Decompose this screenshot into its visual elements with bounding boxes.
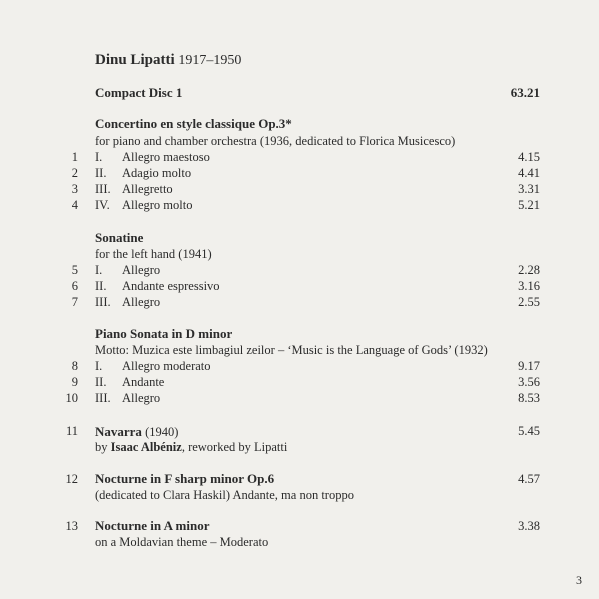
track-number: 13: [65, 519, 78, 533]
movement-name: Adagio molto: [122, 166, 192, 180]
credit-composer: Isaac Albéniz: [110, 440, 182, 454]
movement-name: Allegro moderato: [122, 359, 211, 373]
track-number: 4: [71, 198, 78, 212]
single-track-title-line: [95, 423, 178, 441]
credit-suffix: , reworked by Lipatti: [181, 440, 288, 454]
movement-name: Andante: [122, 375, 165, 389]
track-number: 1: [71, 150, 78, 164]
track-time: 5.45: [518, 424, 540, 438]
movement-name: Andante espressivo: [122, 279, 220, 293]
movement-numeral: III.: [95, 295, 111, 309]
disc-label: Compact Disc 1: [95, 85, 183, 100]
single-track-description: on a Moldavian theme – Moderato: [95, 535, 269, 549]
single-track-title: Nocturne in A minor: [95, 518, 210, 533]
work-title: Piano Sonata in D minor: [95, 326, 233, 341]
track-number: 10: [65, 391, 78, 405]
track-time: 3.56: [518, 375, 540, 389]
track-number: 7: [71, 295, 78, 309]
track-time: 2.55: [518, 295, 540, 309]
page-number: 3: [576, 573, 582, 587]
movement-name: Allegretto: [122, 182, 173, 196]
track-time: 3.16: [518, 279, 540, 293]
movement-numeral: I.: [95, 263, 103, 277]
track-number: 8: [71, 359, 78, 373]
movement-numeral: I.: [95, 150, 103, 164]
credit-prefix: by: [95, 440, 111, 454]
single-track-title: Navarra: [95, 424, 142, 439]
track-time: 2.28: [518, 263, 540, 277]
track-number: 9: [71, 375, 78, 389]
page-heading: [95, 52, 241, 69]
movement-numeral: II.: [95, 279, 107, 293]
track-number: 12: [65, 472, 78, 486]
composer-name: Dinu Lipatti: [95, 52, 175, 68]
single-track-description: (dedicated to Clara Haskil) Andante, ma non troppo: [95, 488, 354, 502]
movement-numeral: II.: [95, 166, 107, 180]
movement-numeral: II.: [95, 375, 107, 389]
single-track-title: Nocturne in F sharp minor Op.6: [95, 471, 275, 486]
single-track-year: (1940): [141, 425, 179, 439]
movement-name: Allegro: [122, 391, 161, 405]
movement-name: Allegro maestoso: [122, 150, 210, 164]
track-number: 3: [71, 182, 78, 196]
track-time: 3.31: [518, 182, 540, 196]
track-time: 4.41: [518, 166, 540, 180]
track-time: 4.57: [518, 472, 540, 486]
movement-name: Allegro: [122, 295, 161, 309]
movement-name: Allegro molto: [122, 198, 193, 212]
track-number: 5: [71, 263, 78, 277]
track-number: 6: [71, 279, 78, 293]
work-subtitle: for piano and chamber orchestra (1936, dedicated to Florica Musicesco): [95, 134, 456, 148]
track-time: 5.21: [518, 198, 540, 212]
movement-numeral: III.: [95, 391, 111, 405]
track-time: 9.17: [518, 359, 540, 373]
single-track-credit: [95, 440, 287, 455]
disc-total-time: 63.21: [510, 85, 540, 100]
work-subtitle: Motto: Muzica este limbagiul zeilor – ‘Music is the Language of Gods’ (1932): [95, 343, 488, 357]
track-time: 3.38: [518, 519, 540, 533]
movement-numeral: III.: [95, 182, 111, 196]
work-title: Concertino en style classique Op.3*: [95, 116, 292, 131]
track-time: 8.53: [518, 391, 540, 405]
track-number: 11: [65, 424, 78, 438]
track-time: 4.15: [518, 150, 540, 164]
work-title: Sonatine: [95, 230, 144, 245]
movement-numeral: IV.: [95, 198, 110, 212]
track-number: 2: [71, 166, 78, 180]
work-subtitle: for the left hand (1941): [95, 247, 212, 261]
movement-name: Allegro: [122, 263, 161, 277]
composer-years: 1917–1950: [178, 53, 242, 68]
movement-numeral: I.: [95, 359, 103, 373]
